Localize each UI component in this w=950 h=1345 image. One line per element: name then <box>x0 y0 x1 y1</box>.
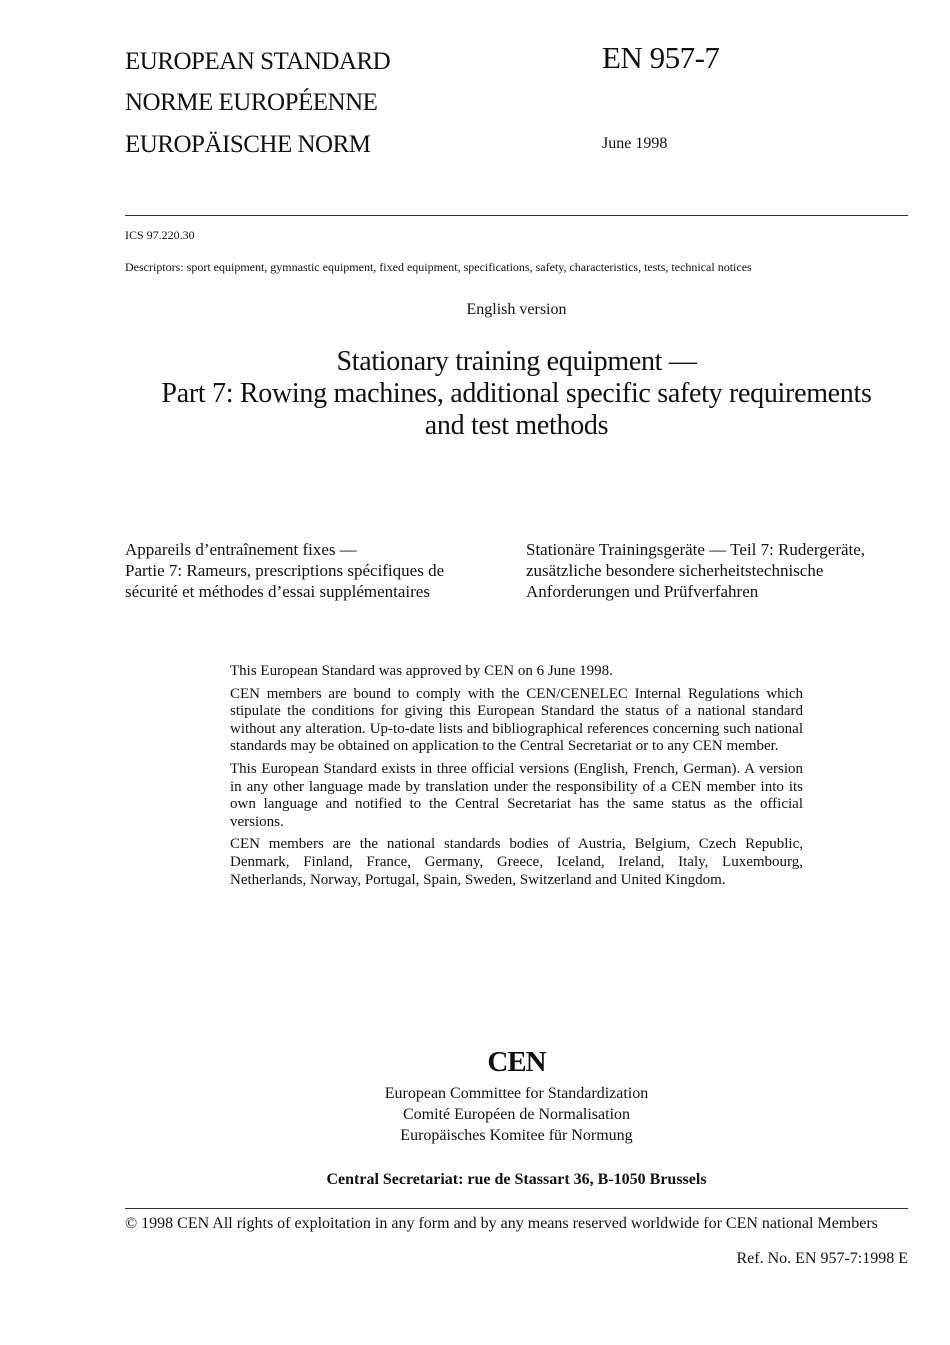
document-title <box>100 346 933 442</box>
committee-names <box>0 1083 950 1146</box>
approval-paragraph: CEN members are the national standards bodies of Austria, Belgium, Czech Republic, Denmark, Finland, France, Germany, Greece, Iceland, Ireland, Italy, Luxembourg, Netherlands, Norway, Portugal, Spain, Sweden, Switzerland and United Kingdom. <box>230 836 803 888</box>
german-title <box>526 539 916 602</box>
committee-name: Comité Européen de Normalisation <box>402 1106 631 1123</box>
standard-number: EN 957-7 <box>602 40 720 75</box>
french-title-line: Appareils d’entraînement fixes — <box>125 540 357 559</box>
title-line: Stationary training equipment — <box>336 346 697 377</box>
french-title <box>125 539 495 602</box>
german-title-line: zusätzliche besondere sicherheitstechnische <box>526 561 824 580</box>
standard-type-english: EUROPEAN STANDARD <box>125 48 391 75</box>
ics-code: ICS 97.220.30 <box>125 228 195 242</box>
copyright-notice: © 1998 CEN All rights of exploitation in any form and by any means reserved worldwide for CEN national Members <box>125 1215 878 1232</box>
top-divider <box>125 215 908 216</box>
reference-number: Ref. No. EN 957-7:1998 E <box>736 1250 908 1267</box>
publication-date: June 1998 <box>602 135 668 152</box>
french-title-line: sécurité et méthodes d’essai supplémentaires <box>125 582 430 601</box>
descriptors: Descriptors: sport equipment, gymnastic equipment, fixed equipment, specifications, safety, characteristics, tests, technical notices <box>125 260 752 274</box>
approval-paragraph: CEN members are bound to comply with the CEN/CENELEC Internal Regulations which stipulate the conditions for giving this European Standard the status of a national standard without any alteration. Up-to-date lists and bibliographical references concerning such national standards may be obtained on application to the Central Secretariat or to any CEN member. <box>230 685 803 755</box>
bottom-divider <box>125 1208 908 1209</box>
title-line: and test methods <box>424 410 609 441</box>
cen-logo: CEN <box>487 1046 546 1078</box>
committee-name: European Committee for Standardization <box>384 1085 649 1102</box>
german-title-line: Anforderungen und Prüfverfahren <box>526 582 759 601</box>
committee-name: Europäisches Komitee für Normung <box>400 1127 633 1144</box>
french-title-line: Partie 7: Rameurs, prescriptions spécifiques de <box>125 561 445 580</box>
language-version: English version <box>466 301 567 318</box>
central-secretariat-address: Central Secretariat: rue de Stassart 36, B-1050 Brussels <box>326 1171 707 1188</box>
approval-paragraph: This European Standard was approved by CEN on 6 June 1998. <box>230 663 613 679</box>
title-line: Part 7: Rowing machines, additional specific safety requirements <box>161 378 872 409</box>
standard-type-french: NORME EUROPÉENNE <box>125 89 378 116</box>
standard-type-german: EUROPÄISCHE NORM <box>125 131 371 158</box>
german-title-line: Stationäre Trainingsgeräte — Teil 7: Rudergeräte, <box>526 540 866 559</box>
approval-paragraph: This European Standard exists in three official versions (English, French, German). A version in any other language made by translation under the responsibility of a CEN member into its own language and notified to the Central Secretariat has the same status as the official versions. <box>230 760 803 830</box>
approval-notice <box>230 663 803 894</box>
